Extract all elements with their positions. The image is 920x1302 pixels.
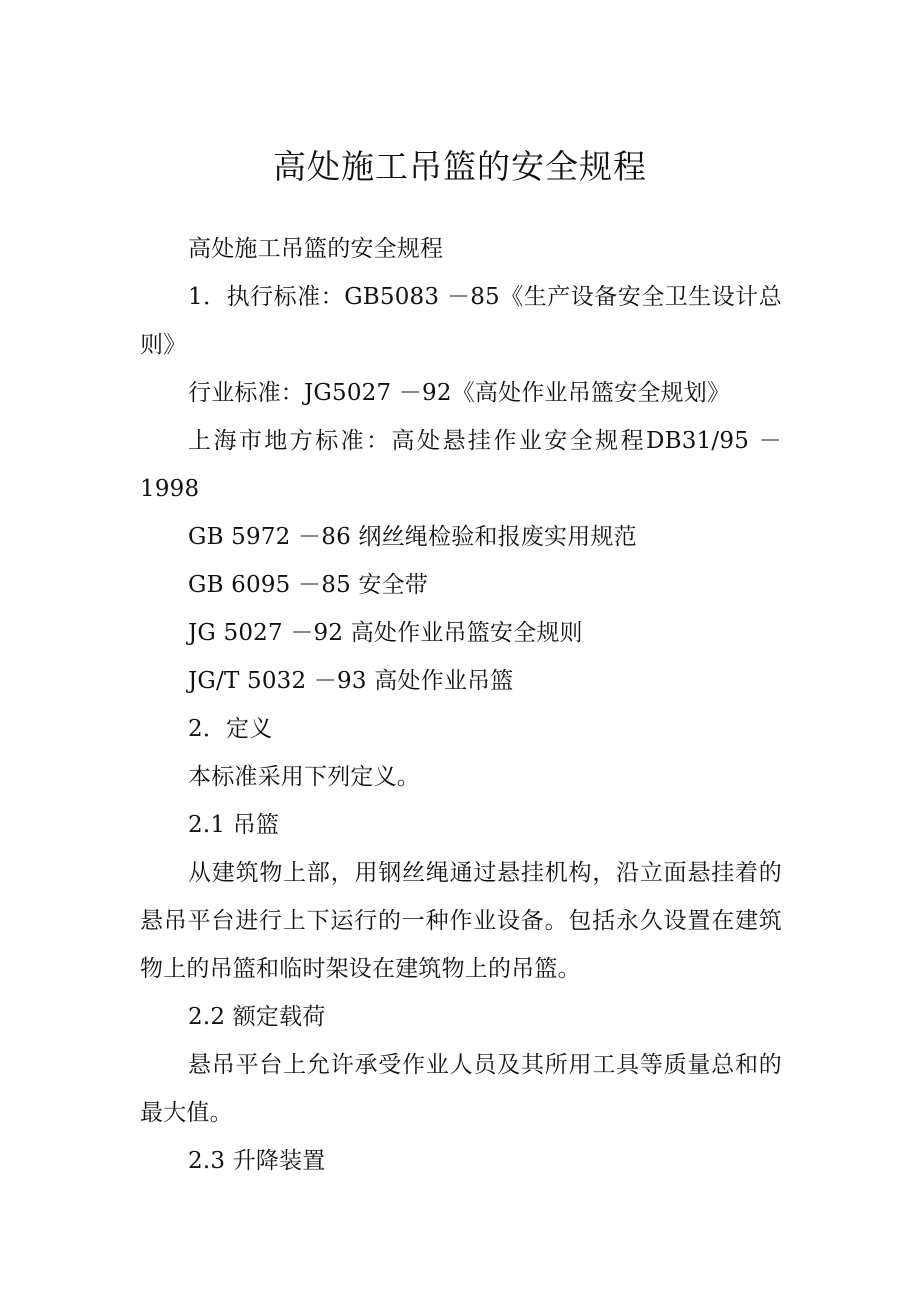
paragraph-jgt5032: JG/T 5032 －93 高处作业吊篮 (188, 668, 514, 694)
paragraph-gb6095: GB 6095 －85 安全带 (188, 572, 429, 598)
subsection-heading-2-3: 2.3 升降装置 (188, 1148, 326, 1174)
document-body (140, 225, 782, 1185)
document-title: 高处施工吊篮的安全规程 (273, 147, 647, 186)
paragraph-intro-title: 高处施工吊篮的安全规程 (188, 236, 444, 262)
paragraph-shanghai-standard: 上海市地方标准：高处悬挂作业安全规程DB31/95 －1998 (140, 428, 782, 502)
paragraph-jg5027: JG 5027 －92 高处作业吊篮安全规则 (188, 620, 583, 646)
paragraph-industry-standard: 行业标准：JG5027 －92《高处作业吊篮安全规划》 (188, 380, 731, 406)
paragraph-rated-load-definition: 悬吊平台上允许承受作业人员及其所用工具等质量总和的最大值。 (140, 1052, 782, 1126)
paragraph-gb5972: GB 5972 －86 纲丝绳检验和报废实用规范 (188, 524, 637, 550)
paragraph-basket-definition: 从建筑物上部，用钢丝绳通过悬挂机构，沿立面悬挂着的悬吊平台进行上下运行的一种作业设备。包括永久设置在建筑物上的吊篮和临时架设在建筑物上的吊篮。 (140, 860, 782, 982)
section-heading-definition: 2．定义 (188, 716, 273, 742)
subsection-heading-2-2: 2.2 额定载荷 (188, 1004, 326, 1030)
subsection-heading-2-1: 2.1 吊篮 (188, 812, 280, 838)
paragraph-execution-standard: 1．执行标准：GB5083 －85《生产设备安全卫生设计总则》 (140, 284, 782, 358)
paragraph-definition-intro: 本标准采用下列定义。 (188, 764, 420, 790)
